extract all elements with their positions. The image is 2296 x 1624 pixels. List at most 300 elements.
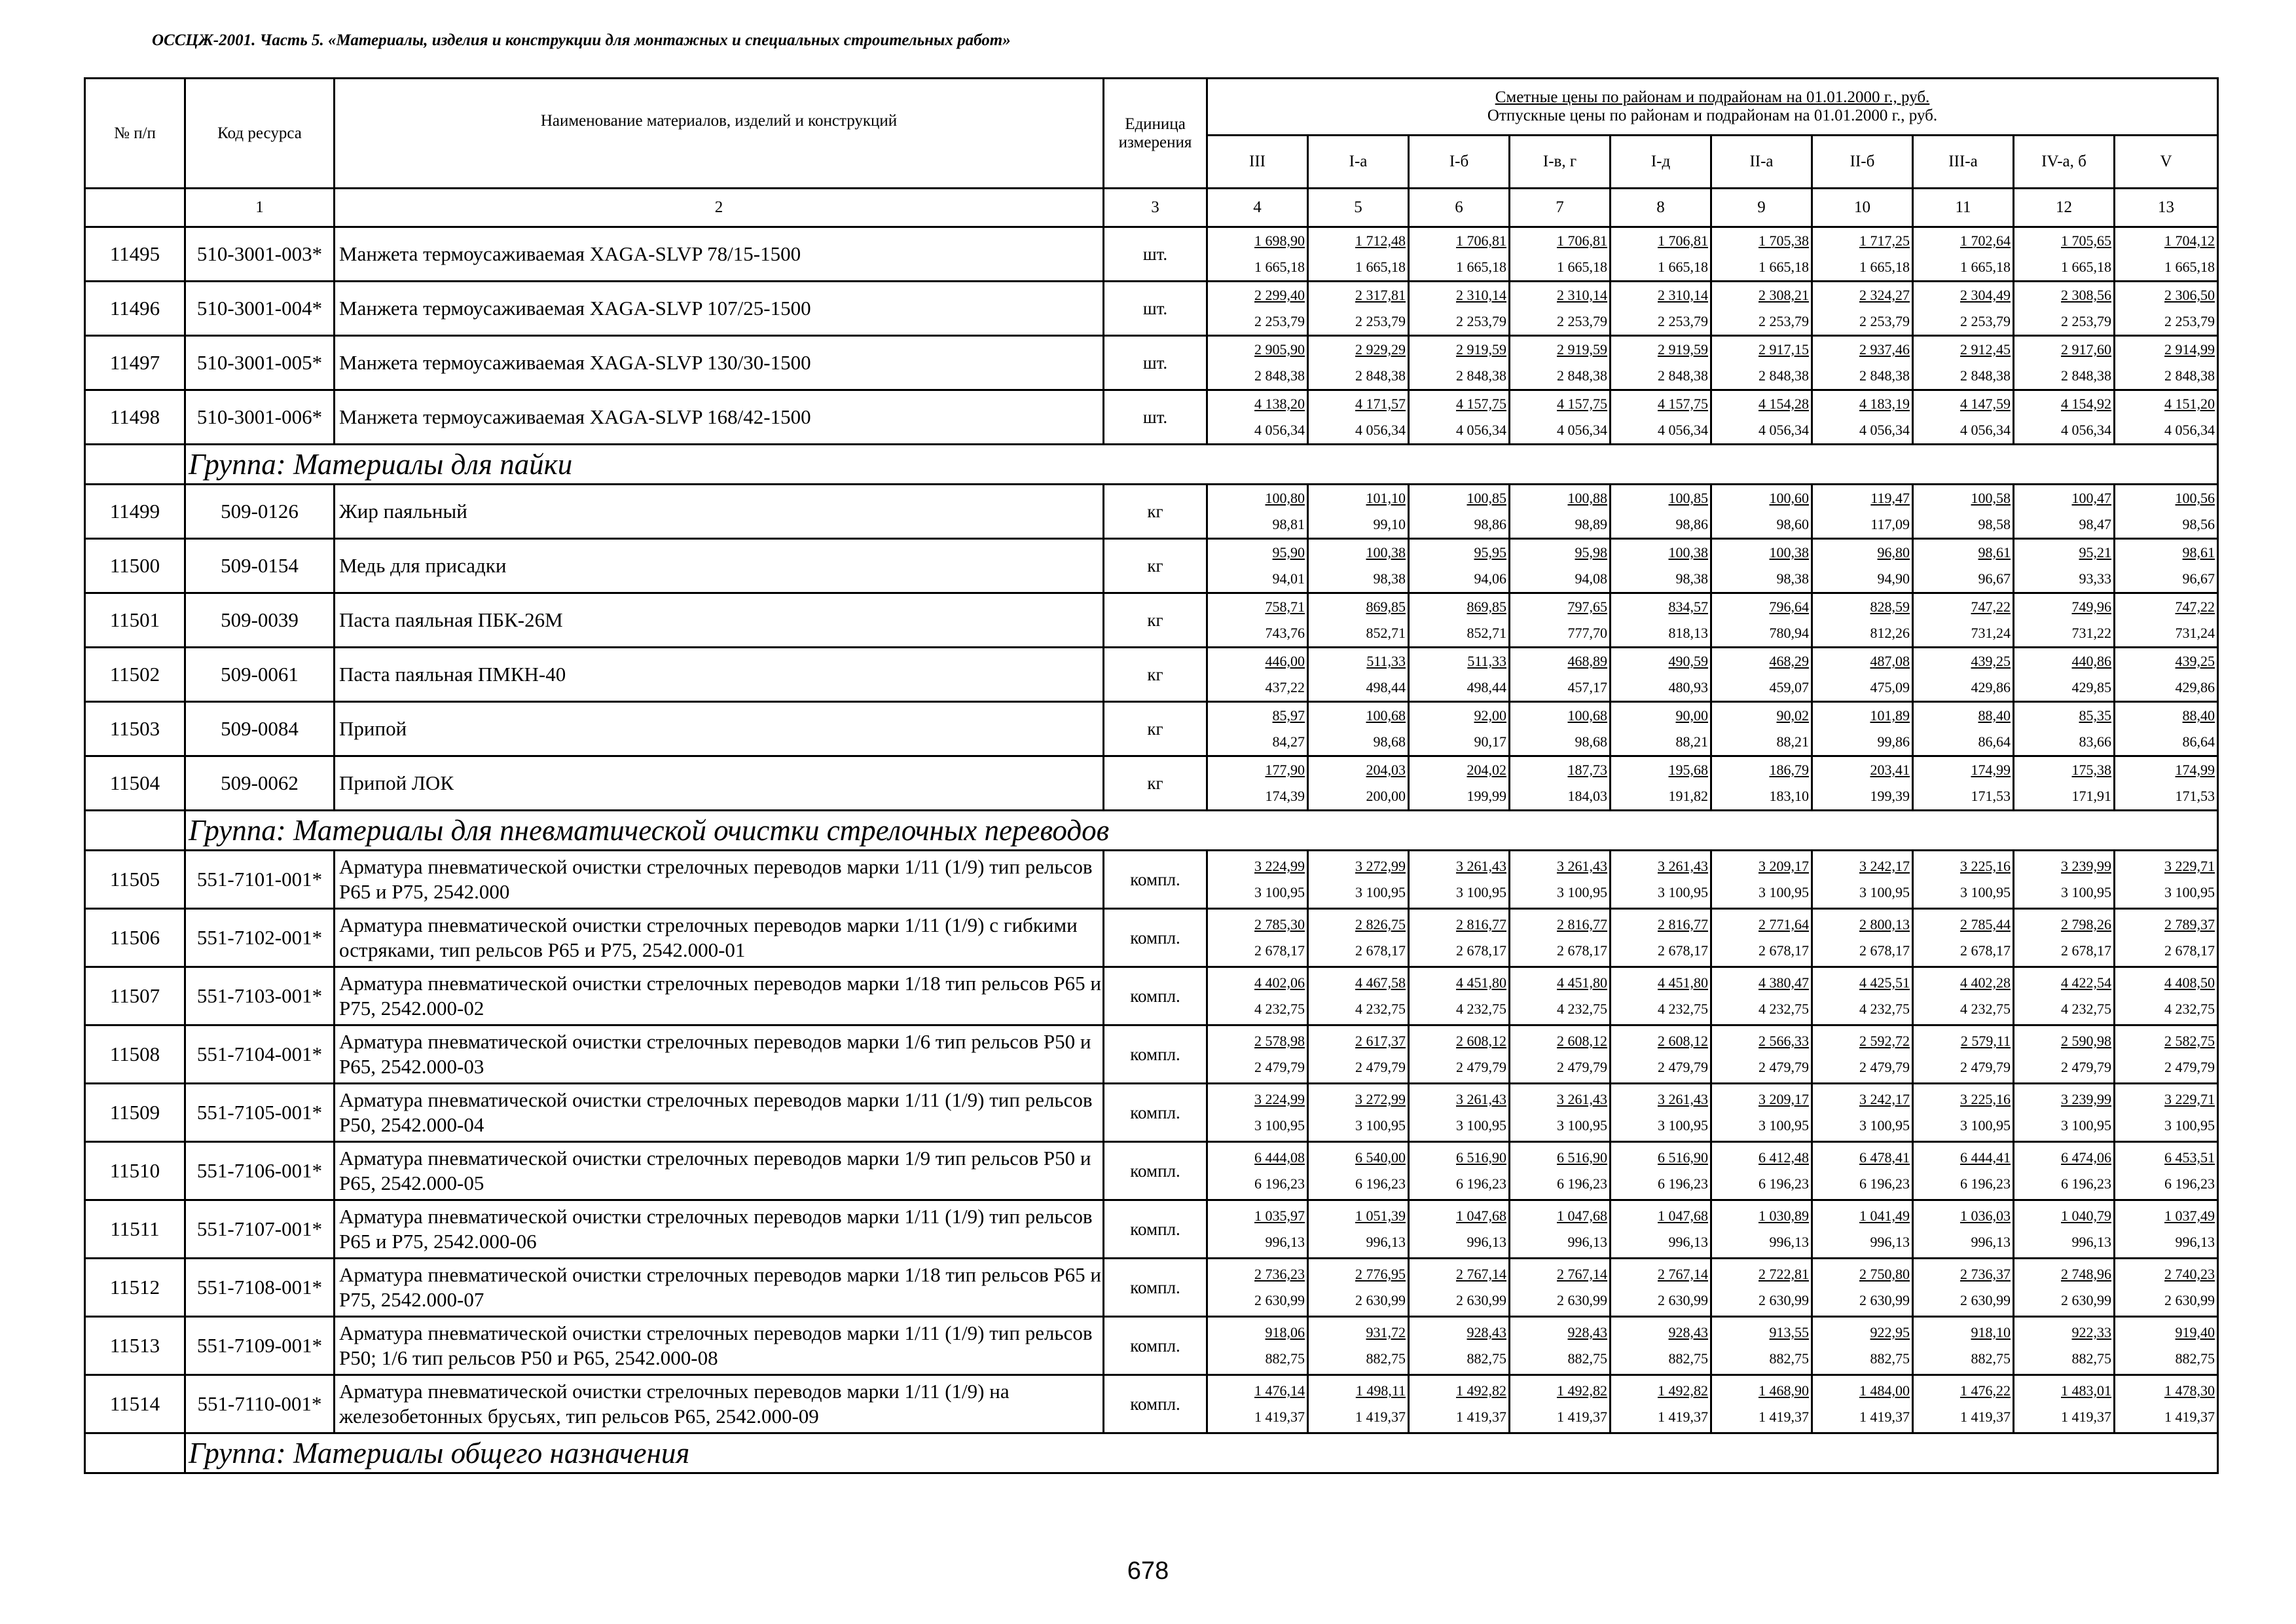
release-price: 2 630,99: [1758, 1292, 1809, 1308]
price-cell: [2115, 1259, 2218, 1317]
release-price: 743,76: [1265, 625, 1305, 641]
price-cell: [1510, 282, 1611, 336]
estimate-price: 2 748,96: [2061, 1266, 2111, 1282]
price-cell: [1711, 909, 1812, 967]
estimate-price: 828,59: [1870, 599, 1910, 615]
price-cell: [1510, 756, 1611, 811]
price-cell: [1510, 1259, 1611, 1317]
release-price: 498,44: [1467, 679, 1506, 695]
release-price: 84,27: [1272, 733, 1305, 750]
release-price: 4 232,75: [1557, 1001, 1607, 1017]
column-number: 13: [2115, 189, 2218, 227]
price-cell: [1409, 909, 1510, 967]
price-cell: [1812, 1200, 1913, 1259]
price-cell: [2014, 390, 2115, 445]
price-cell: [1409, 282, 1510, 336]
col-header-code: Код ресурса: [185, 79, 335, 189]
price-cell: [1409, 1025, 1510, 1084]
release-price: 996,13: [1971, 1234, 2011, 1250]
estimate-price: 1 478,30: [2164, 1382, 2215, 1399]
release-price: 2 848,38: [1960, 367, 2011, 384]
estimate-price: 922,95: [1870, 1324, 1910, 1340]
estimate-price: 1 698,90: [1254, 232, 1305, 249]
release-price: 2 479,79: [1456, 1059, 1506, 1075]
price-cell: [2014, 1375, 2115, 1433]
estimate-price: 2 785,44: [1960, 916, 2011, 932]
estimate-price: 2 912,45: [1960, 341, 2011, 358]
release-price: 2 848,38: [1254, 367, 1305, 384]
release-price: 2 678,17: [1758, 942, 1809, 959]
price-cell: [1913, 1259, 2014, 1317]
release-price: 2 253,79: [1859, 313, 1910, 329]
estimate-price: 490,59: [1668, 653, 1708, 669]
estimate-price: 796,64: [1769, 599, 1809, 615]
estimate-price: 1 484,00: [1859, 1382, 1910, 1399]
release-price: 2 253,79: [1254, 313, 1305, 329]
estimate-price: 3 239,99: [2061, 1091, 2111, 1107]
row-number: 11496: [85, 282, 185, 336]
estimate-price: 100,85: [1467, 490, 1506, 506]
release-price: 90,17: [1474, 733, 1506, 750]
release-price: 1 419,37: [1355, 1409, 1406, 1425]
release-price: 2 848,38: [1859, 367, 1910, 384]
price-cell: [2115, 967, 2218, 1025]
estimate-price: 928,43: [1567, 1324, 1607, 1340]
table-row: [85, 593, 2218, 648]
table-row: [85, 282, 2218, 336]
price-cell: [1308, 1375, 1409, 1433]
release-price: 94,08: [1575, 570, 1607, 587]
price-cell: [1308, 1025, 1409, 1084]
price-cell: [1611, 390, 1711, 445]
estimate-price: 2 608,12: [1658, 1033, 1708, 1049]
price-cell: [1611, 1025, 1711, 1084]
col-header-name: Наименование материалов, изделий и конструкций: [335, 79, 1104, 189]
release-price: 2 479,79: [1758, 1059, 1809, 1075]
price-cell: [1611, 1259, 1711, 1317]
price-cell: [1308, 485, 1409, 539]
resource-code: 551-7108-001*: [185, 1259, 335, 1317]
price-cell: [1207, 1317, 1308, 1375]
price-cell: [2115, 593, 2218, 648]
row-number: 11497: [85, 336, 185, 390]
price-cell: [1611, 1375, 1711, 1433]
unit-cell: компл.: [1104, 1200, 1207, 1259]
release-price: 98,86: [1474, 516, 1506, 532]
price-cell: [1812, 909, 1913, 967]
table-row: [85, 336, 2218, 390]
release-price: 6 196,23: [1355, 1175, 1406, 1192]
estimate-price: 3 261,43: [1456, 1091, 1506, 1107]
price-cell: [2115, 702, 2218, 756]
release-price: 2 479,79: [2164, 1059, 2215, 1075]
estimate-price: 2 299,40: [1254, 287, 1305, 303]
price-cell: [1510, 1375, 1611, 1433]
estimate-price: 834,57: [1668, 599, 1708, 615]
release-price: 2 253,79: [2061, 313, 2111, 329]
estimate-price: 1 705,65: [2061, 232, 2111, 249]
estimate-price: 3 225,16: [1960, 1091, 2011, 1107]
price-cell: [1611, 909, 1711, 967]
price-cell: [2115, 851, 2218, 909]
material-name: Арматура пневматической очистки стрелочных переводов марки 1/11 (1/9) тип рельсов Р65 и Р75, 2542.000-06: [335, 1200, 1104, 1259]
price-cell: [2014, 756, 2115, 811]
price-cell: [1510, 1142, 1611, 1200]
release-price: 3 100,95: [1859, 1117, 1910, 1134]
material-name: Арматура пневматической очистки стрелочных переводов марки 1/6 тип рельсов Р50 и Р65, 2542.000-03: [335, 1025, 1104, 1084]
price-cell: [2014, 1025, 2115, 1084]
price-cell: [1308, 1259, 1409, 1317]
material-name: Арматура пневматической очистки стрелочных переводов марки 1/9 тип рельсов Р50 и Р65, 2542.000-05: [335, 1142, 1104, 1200]
table-row: [85, 1025, 2218, 1084]
estimate-price: 4 451,80: [1557, 974, 1607, 991]
release-price: 183,10: [1769, 788, 1809, 804]
price-cell: [2014, 1084, 2115, 1142]
price-cell: [1308, 1200, 1409, 1259]
price-cell: [1812, 282, 1913, 336]
price-cell: [1913, 485, 2014, 539]
estimate-price: 4 467,58: [1355, 974, 1406, 991]
price-cell: [1913, 593, 2014, 648]
price-cell: [1207, 282, 1308, 336]
price-cell: [1510, 648, 1611, 702]
table-row: [85, 648, 2218, 702]
price-cell: [1510, 851, 1611, 909]
estimate-price: 2 798,26: [2061, 916, 2111, 932]
estimate-price: 92,00: [1474, 707, 1506, 724]
estimate-price: 1 712,48: [1355, 232, 1406, 249]
estimate-price: 2 310,14: [1658, 287, 1708, 303]
release-price: 2 253,79: [1355, 313, 1406, 329]
price-cell: [1711, 1142, 1812, 1200]
release-price: 191,82: [1668, 788, 1708, 804]
region-header: III-а: [1913, 136, 2014, 189]
region-header: II-а: [1711, 136, 1812, 189]
price-cell: [1913, 227, 2014, 282]
row-number: 11512: [85, 1259, 185, 1317]
estimate-price: 175,38: [2071, 762, 2111, 778]
price-cell: [1409, 1084, 1510, 1142]
estimate-price: 2 310,14: [1557, 287, 1607, 303]
price-cell: [2014, 1317, 2115, 1375]
unit-cell: шт.: [1104, 227, 1207, 282]
price-cell: [1207, 967, 1308, 1025]
estimate-price: 4 408,50: [2164, 974, 2215, 991]
estimate-price: 6 412,48: [1758, 1149, 1809, 1166]
price-cell: [1510, 390, 1611, 445]
release-price: 99,86: [1877, 733, 1910, 750]
release-price: 882,75: [1467, 1350, 1506, 1367]
release-price: 3 100,95: [1960, 884, 2011, 900]
release-price: 1 419,37: [1557, 1409, 1607, 1425]
price-cell: [1711, 593, 1812, 648]
release-price: 98,38: [1373, 570, 1406, 587]
price-cell: [1510, 593, 1611, 648]
release-price: 882,75: [1567, 1350, 1607, 1367]
estimate-price: 439,25: [1971, 653, 2011, 669]
price-cell: [1913, 1142, 2014, 1200]
price-cell: [1611, 593, 1711, 648]
release-price: 2 253,79: [1658, 313, 1708, 329]
price-cell: [1207, 1084, 1308, 1142]
price-cell: [2014, 1259, 2115, 1317]
estimate-price: 3 229,71: [2164, 1091, 2215, 1107]
release-price: 94,06: [1474, 570, 1506, 587]
release-price: 3 100,95: [1456, 884, 1506, 900]
estimate-price: 2 914,99: [2164, 341, 2215, 358]
unit-cell: кг: [1104, 756, 1207, 811]
release-price: 2 678,17: [1960, 942, 2011, 959]
release-price: 2 253,79: [1960, 313, 2011, 329]
estimate-price: 1 468,90: [1758, 1382, 1809, 1399]
release-price: 4 232,75: [1254, 1001, 1305, 1017]
release-price: 6 196,23: [1658, 1175, 1708, 1192]
table-row: [85, 485, 2218, 539]
price-cell: [1812, 756, 1913, 811]
release-price: 2 479,79: [1254, 1059, 1305, 1075]
price-cell: [1207, 851, 1308, 909]
price-cell: [1409, 702, 1510, 756]
release-price: 83,66: [2079, 733, 2111, 750]
price-cell: [2115, 282, 2218, 336]
price-cell: [1913, 851, 2014, 909]
estimate-price: 2 919,59: [1658, 341, 1708, 358]
estimate-price: 1 047,68: [1557, 1208, 1607, 1224]
release-price: 429,85: [2071, 679, 2111, 695]
estimate-price: 100,68: [1567, 707, 1607, 724]
estimate-price: 2 785,30: [1254, 916, 1305, 932]
group-spacer: [85, 811, 185, 851]
region-header: I-а: [1308, 136, 1409, 189]
price-cell: [1510, 336, 1611, 390]
row-number: 11501: [85, 593, 185, 648]
release-price: 996,13: [1870, 1234, 1910, 1250]
estimate-price: 1 051,39: [1355, 1208, 1406, 1224]
price-cell: [2014, 227, 2115, 282]
group-spacer: [85, 445, 185, 485]
release-price: 3 100,95: [1557, 1117, 1607, 1134]
release-price: 2 678,17: [1658, 942, 1708, 959]
estimate-price: 177,90: [1265, 762, 1305, 778]
release-price: 2 630,99: [1960, 1292, 2011, 1308]
price-cell: [1510, 1200, 1611, 1259]
price-cell: [1409, 1142, 1510, 1200]
price-cell: [2014, 282, 2115, 336]
row-number: 11507: [85, 967, 185, 1025]
release-price: 2 848,38: [1355, 367, 1406, 384]
price-cell: [1812, 1259, 1913, 1317]
release-price: 4 056,34: [1859, 422, 1910, 438]
estimate-price: 2 917,15: [1758, 341, 1809, 358]
price-cell: [2014, 1142, 2115, 1200]
column-number: 5: [1308, 189, 1409, 227]
estimate-price: 913,55: [1769, 1324, 1809, 1340]
estimate-price: 1 492,82: [1658, 1382, 1708, 1399]
col-header-unit: Единица измерения: [1104, 79, 1207, 189]
release-price: 98,81: [1272, 516, 1305, 532]
release-price: 6 196,23: [1456, 1175, 1506, 1192]
region-header: I-д: [1611, 136, 1711, 189]
estimate-price: 1 492,82: [1557, 1382, 1607, 1399]
table-row: [85, 1259, 2218, 1317]
price-cell: [1409, 336, 1510, 390]
estimate-price: 2 608,12: [1557, 1033, 1607, 1049]
price-cell: [1711, 702, 1812, 756]
estimate-price: 2 592,72: [1859, 1033, 1910, 1049]
release-price: 4 232,75: [1355, 1001, 1406, 1017]
price-cell: [1308, 282, 1409, 336]
estimate-price: 928,43: [1467, 1324, 1506, 1340]
release-price: 429,86: [2175, 679, 2215, 695]
price-cell: [1207, 702, 1308, 756]
price-cell: [2014, 648, 2115, 702]
region-header: II-б: [1812, 136, 1913, 189]
group-row: [85, 1433, 2218, 1473]
price-cell: [1207, 909, 1308, 967]
release-price: 4 056,34: [1557, 422, 1607, 438]
estimate-price: 2 579,11: [1960, 1033, 2011, 1049]
table-row: [85, 539, 2218, 593]
price-cell: [1711, 1375, 1812, 1433]
release-price: 996,13: [1366, 1234, 1406, 1250]
estimate-price: 4 183,19: [1859, 396, 1910, 412]
release-price: 3 100,95: [1859, 884, 1910, 900]
release-price: 4 056,34: [1456, 422, 1506, 438]
release-price: 852,71: [1467, 625, 1506, 641]
release-price: 1 419,37: [1960, 1409, 2011, 1425]
release-price: 2 848,38: [2061, 367, 2111, 384]
estimate-price: 100,85: [1668, 490, 1708, 506]
release-price: 2 630,99: [1859, 1292, 1910, 1308]
estimate-price: 1 036,03: [1960, 1208, 2011, 1224]
estimate-price: 511,33: [1467, 653, 1506, 669]
estimate-price: 1 047,68: [1658, 1208, 1708, 1224]
price-cell: [2115, 485, 2218, 539]
price-cell: [1308, 909, 1409, 967]
release-price: 3 100,95: [1355, 1117, 1406, 1134]
price-cell: [1711, 390, 1812, 445]
price-cell: [1913, 390, 2014, 445]
release-price: 200,00: [1366, 788, 1406, 804]
estimate-price: 869,85: [1467, 599, 1506, 615]
material-name: Арматура пневматической очистки стрелочных переводов марки 1/18 тип рельсов Р65 и Р75, 2542.000-02: [335, 967, 1104, 1025]
estimate-price: 4 425,51: [1859, 974, 1910, 991]
estimate-price: 487,08: [1870, 653, 1910, 669]
estimate-price: 3 225,16: [1960, 858, 2011, 874]
estimate-price: 1 717,25: [1859, 232, 1910, 249]
price-cell: [2014, 909, 2115, 967]
price-title-estimate: Сметные цены по районам и подрайонам на 01.01.2000 г., руб.: [1495, 88, 1930, 106]
resource-code: 551-7102-001*: [185, 909, 335, 967]
material-name: Медь для присадки: [335, 539, 1104, 593]
release-price: 4 056,34: [2061, 422, 2111, 438]
price-cell: [1409, 1375, 1510, 1433]
release-price: 882,75: [1366, 1350, 1406, 1367]
price-cell: [1913, 1200, 2014, 1259]
estimate-price: 6 453,51: [2164, 1149, 2215, 1166]
estimate-price: 1 476,14: [1254, 1382, 1305, 1399]
price-cell: [1812, 1375, 1913, 1433]
col-header-prices: [1207, 79, 2218, 136]
estimate-price: 3 261,43: [1557, 1091, 1607, 1107]
row-number: 11499: [85, 485, 185, 539]
estimate-price: 195,68: [1668, 762, 1708, 778]
release-price: 94,90: [1877, 570, 1910, 587]
release-price: 2 678,17: [1456, 942, 1506, 959]
estimate-price: 2 324,27: [1859, 287, 1910, 303]
release-price: 6 196,23: [1758, 1175, 1809, 1192]
resource-code: 510-3001-003*: [185, 227, 335, 282]
estimate-price: 4 451,80: [1456, 974, 1506, 991]
row-number: 11510: [85, 1142, 185, 1200]
column-number: 8: [1611, 189, 1711, 227]
price-title-release: Отпускные цены по районам и подрайонам на 01.01.2000 г., руб.: [1487, 107, 1938, 124]
release-price: 2 848,38: [1658, 367, 1708, 384]
estimate-price: 440,86: [2071, 653, 2111, 669]
unit-cell: компл.: [1104, 1025, 1207, 1084]
price-cell: [1711, 1025, 1812, 1084]
price-cell: [2014, 851, 2115, 909]
estimate-price: 2 736,23: [1254, 1266, 1305, 1282]
release-price: 2 630,99: [1355, 1292, 1406, 1308]
estimate-price: 187,73: [1567, 762, 1607, 778]
release-price: 996,13: [1265, 1234, 1305, 1250]
release-price: 1 665,18: [1658, 259, 1708, 275]
price-table: [84, 77, 2219, 1474]
price-cell: [1510, 909, 1611, 967]
release-price: 98,86: [1675, 516, 1708, 532]
estimate-price: 869,85: [1366, 599, 1406, 615]
column-number: 4: [1207, 189, 1308, 227]
row-number: 11502: [85, 648, 185, 702]
column-number: 9: [1711, 189, 1812, 227]
estimate-price: 100,56: [2175, 490, 2215, 506]
price-cell: [1711, 336, 1812, 390]
estimate-price: 2 826,75: [1355, 916, 1406, 932]
estimate-price: 2 771,64: [1758, 916, 1809, 932]
price-cell: [1207, 648, 1308, 702]
price-cell: [1308, 702, 1409, 756]
release-price: 996,13: [1567, 1234, 1607, 1250]
price-cell: [1913, 1084, 2014, 1142]
resource-code: 509-0154: [185, 539, 335, 593]
release-price: 2 253,79: [2164, 313, 2215, 329]
price-cell: [1913, 756, 2014, 811]
row-number: 11505: [85, 851, 185, 909]
price-cell: [1207, 1025, 1308, 1084]
estimate-price: 3 209,17: [1758, 1091, 1809, 1107]
estimate-price: 2 767,14: [1456, 1266, 1506, 1282]
estimate-price: 174,99: [1971, 762, 2011, 778]
unit-cell: компл.: [1104, 1317, 1207, 1375]
release-price: 3 100,95: [2061, 884, 2111, 900]
release-price: 4 056,34: [1658, 422, 1708, 438]
estimate-price: 6 474,06: [2061, 1149, 2111, 1166]
estimate-price: 2 919,59: [1557, 341, 1607, 358]
release-price: 4 056,34: [1960, 422, 2011, 438]
price-cell: [1409, 593, 1510, 648]
material-name: Арматура пневматической очистки стрелочных переводов марки 1/11 (1/9) тип рельсов Р65 и Р75, 2542.000: [335, 851, 1104, 909]
estimate-price: 2 736,37: [1960, 1266, 2011, 1282]
region-header: III: [1207, 136, 1308, 189]
unit-cell: шт.: [1104, 336, 1207, 390]
estimate-price: 2 590,98: [2061, 1033, 2111, 1049]
estimate-price: 95,90: [1272, 544, 1305, 561]
release-price: 94,01: [1272, 570, 1305, 587]
price-cell: [1711, 1200, 1812, 1259]
resource-code: 509-0061: [185, 648, 335, 702]
estimate-price: 749,96: [2071, 599, 2111, 615]
